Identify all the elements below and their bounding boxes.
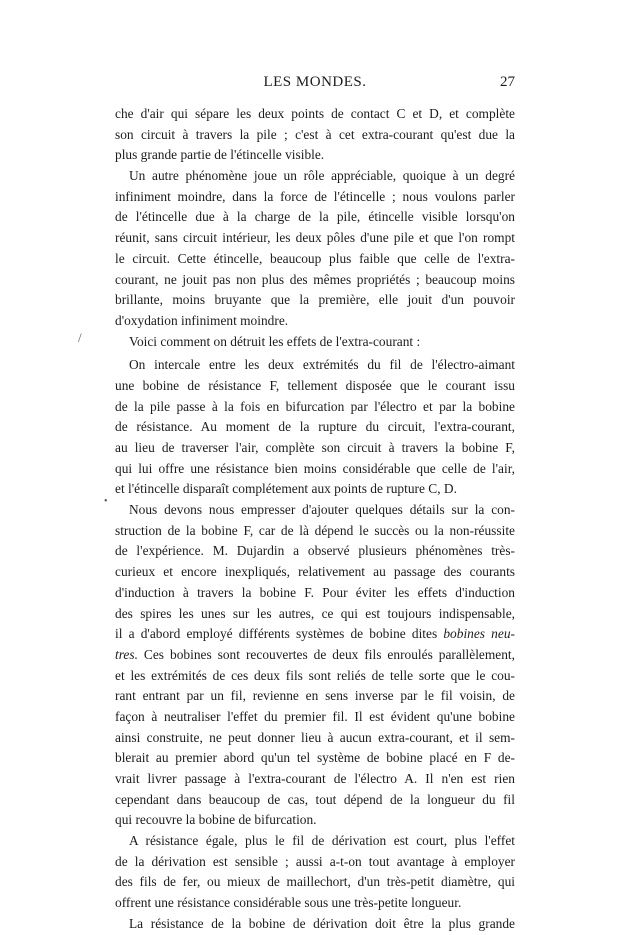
- text-line: [115, 686, 515, 707]
- text-line: [115, 583, 515, 604]
- line-text: des spires les unes sur les autres, ce qui est toujours indispensable,: [115, 605, 515, 621]
- line-text-after: Ces bobines sont recouvertes de deux fils enroulés parallèlement,: [137, 646, 515, 662]
- line-text: il a d'abord employé différents systèmes de bobine dites: [115, 626, 438, 642]
- italic-text: bobines neu-: [443, 626, 515, 642]
- line-text: le circuit. Cette étincelle, beaucoup plus faible que celle de l'extra-: [115, 250, 515, 266]
- text-line: [115, 479, 515, 500]
- line-text: che d'air qui sépare les deux points de contact C et D, et complète: [115, 106, 515, 121]
- line-text: vrait livrer passage à l'extra-courant de l'électro A. Il n'en est rien: [115, 771, 515, 786]
- line-text: courant, ne jouit pas non plus des mêmes propriétés ; beaucoup moins: [115, 271, 515, 287]
- text-line: [115, 562, 515, 583]
- text-line: [115, 810, 515, 831]
- text-line: [115, 459, 515, 480]
- line-text: au lieu de traverser l'air, complète son circuit à travers la bobine F,: [115, 440, 515, 455]
- text-line: [115, 397, 515, 418]
- text-line: [115, 187, 515, 208]
- text-line: [115, 290, 515, 311]
- line-text: On intercale entre les deux extrémités du fil de l'électro-aimant: [129, 357, 515, 373]
- text-line: [115, 645, 515, 666]
- line-text: ainsi construite, ne peut donner lieu à aucun extra-courant, et il sem-: [115, 729, 515, 745]
- text-line: [115, 893, 515, 914]
- text-line: [115, 769, 515, 790]
- text-line: [115, 624, 515, 645]
- line-text: réunit, sans circuit intérieur, les deux pôles d'une pile et que l'on rompt: [115, 230, 515, 246]
- text-line: [115, 125, 515, 146]
- line-text: et l'étincelle disparaît complétement aux points de rupture C, D.: [115, 481, 457, 497]
- line-text: blerait au premier abord qu'un tel système de bobine placé en F de-: [115, 750, 515, 766]
- line-text: plus grande partie de l'étincelle visible.: [115, 147, 325, 163]
- line-text: une bobine de résistance F, tellement disposée que le courant issu: [115, 377, 515, 393]
- line-text: rant entrant par un fil, revienne en sens inverse par le fil voisin, de: [115, 688, 515, 704]
- line-text: qui recouvre la bobine de bifurcation.: [115, 812, 317, 828]
- text-line: [115, 417, 515, 438]
- running-header: [115, 74, 515, 96]
- text-line: [115, 104, 515, 125]
- margin-dot-mark: •: [104, 496, 108, 507]
- body-text: [115, 104, 515, 935]
- text-line: [115, 852, 515, 873]
- line-text: infiniment moindre, dans la force de l'étincelle ; nous voulons parler: [115, 188, 515, 204]
- line-text: son circuit à travers la pile ; c'est à cet extra-courant qu'est due la: [115, 126, 515, 142]
- text-line: [115, 872, 515, 893]
- line-text: cependant dans beaucoup de cas, tout dépend de la longueur du fil: [115, 791, 515, 807]
- line-text: d'oxydation infiniment moindre.: [115, 312, 289, 328]
- text-line: [115, 145, 515, 166]
- line-text: de la dérivation est sensible ; aussi a-t-on tout avantage à employer: [115, 853, 515, 869]
- text-line: [115, 228, 515, 249]
- line-text: qui lui offre une résistance bien moins considérable que celle de l'air,: [115, 460, 515, 476]
- text-line: [115, 249, 515, 270]
- text-line: [115, 500, 515, 521]
- text-line: [115, 666, 515, 687]
- text-line: [115, 728, 515, 749]
- text-line: [115, 332, 515, 353]
- text-line: [115, 207, 515, 228]
- line-text: de l'expérience. M. Dujardin a observé plusieurs phénomènes très-: [115, 543, 515, 559]
- text-line: [115, 707, 515, 728]
- running-title: LES MONDES.: [263, 74, 367, 90]
- line-text: Voici comment on détruit les effets de l'extra-courant :: [129, 333, 421, 349]
- text-line: [115, 166, 515, 187]
- line-text: Un autre phénomène joue un rôle appréciable, quoique à un degré: [129, 168, 515, 184]
- text-line: [115, 748, 515, 769]
- line-text: A résistance égale, plus le fil de dérivation est court, plus l'effet: [129, 833, 515, 849]
- margin-tick-mark: /: [78, 330, 82, 345]
- page-number: 27: [500, 74, 515, 90]
- text-line: [115, 376, 515, 397]
- text-line: [115, 831, 515, 852]
- line-text: des fils de fer, ou mieux de maillechort, d'un très-petit diamètre, qui: [115, 874, 515, 890]
- line-text: offrent une résistance considérable sous une très-petite longueur.: [115, 895, 462, 911]
- text-line: [115, 914, 515, 935]
- line-text: d'induction à travers la bobine F. Pour éviter les effets d'induction: [115, 584, 515, 600]
- text-line: [115, 438, 515, 459]
- line-text: brillante, moins bruyante que la première, elle jouit d'un pouvoir: [115, 292, 515, 308]
- line-text: La résistance de la bobine de dérivation doit être la plus grande: [129, 915, 515, 931]
- text-line: [115, 521, 515, 542]
- text-line: [115, 311, 515, 332]
- line-text: Nous devons nous empresser d'ajouter quelques détails sur la con-: [129, 502, 515, 518]
- text-line: [115, 355, 515, 376]
- line-text: façon à neutraliser l'effet du premier fil. Il est évident qu'une bobine: [115, 708, 515, 724]
- line-text: et les extrémités de ces deux fils sont reliés de telle sorte que le cou-: [115, 667, 515, 683]
- line-text: de la pile passe à la fois en bifurcation par l'électro et par la bobine: [115, 398, 515, 414]
- line-text: curieux et encore inexpliqués, relativement au passage des courants: [115, 564, 515, 580]
- line-text: struction de la bobine F, car de là dépend le succès ou la non-réussite: [115, 522, 515, 538]
- line-text: de résistance. Au moment de la rupture du circuit, l'extra-courant,: [115, 419, 515, 435]
- text-line: [115, 270, 515, 291]
- text-line: [115, 790, 515, 811]
- text-line: [115, 541, 515, 562]
- italic-text: tres.: [115, 646, 138, 662]
- line-text: de l'étincelle due à la charge de la pile, étincelle visible lorsqu'on: [115, 209, 515, 225]
- text-line: [115, 604, 515, 625]
